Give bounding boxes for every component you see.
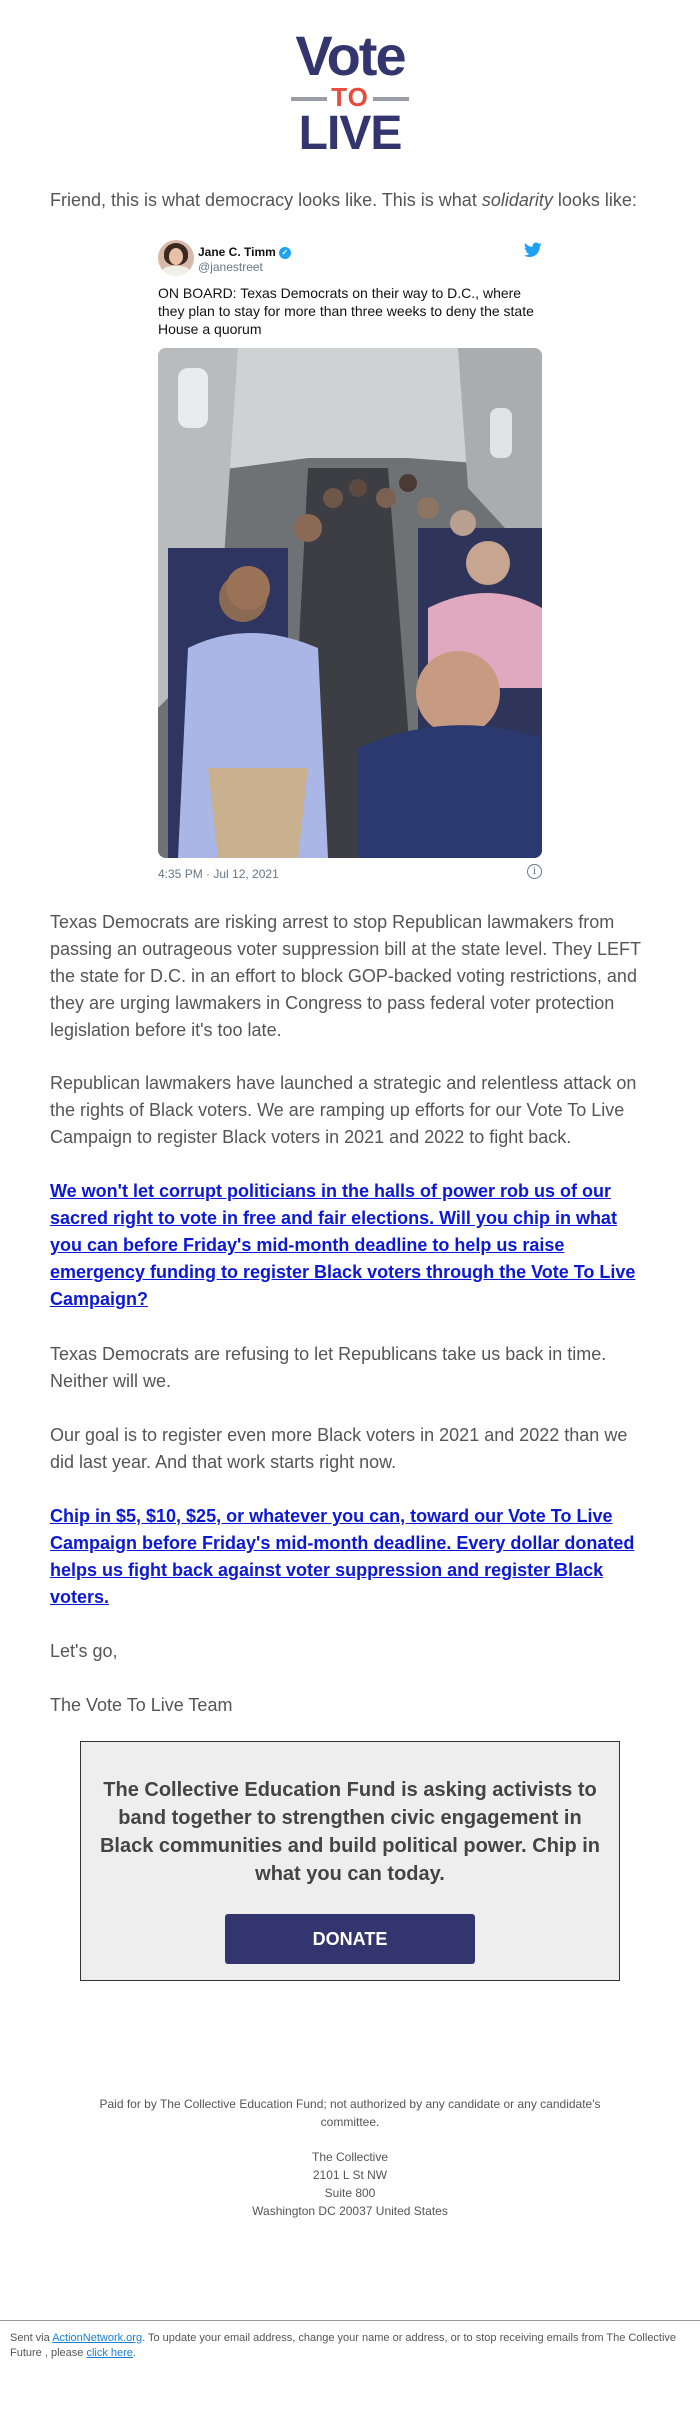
logo-vote-text: Vote (295, 24, 405, 87)
footer-address-line-1: 2101 L St NW (312, 2168, 388, 2182)
donation-link-2[interactable]: Chip in $5, $10, $25, or whatever you can, toward our Vote To Live Campaign before Friday's mid-month deadline. Every dollar donated helps us fight back against voter suppression and register Black voters. (50, 1506, 635, 1607)
footer-address-line-2: Suite 800 (324, 2186, 376, 2200)
logo-live-text: LIVE (298, 107, 402, 160)
donate-box-text: The Collective Education Fund is asking activists to band together to strengthen civic engagement in Black communities and build political power. Chip in what you can today. (99, 1779, 601, 1885)
intro-text (50, 188, 670, 212)
logo-to-text: TO (331, 82, 369, 112)
sign-off: Let's go, (50, 1641, 118, 1661)
tweet-text: ON BOARD: Texas Democrats on their way to D.C., where they plan to stay for more than three weeks to deny the state House a quorum (158, 285, 534, 337)
footer-address-line-3: Washington DC 20037 United States (252, 2204, 448, 2218)
body-paragraph-2: Republican lawmakers have launched a strategic and relentless attack on the rights of Black voters. We are ramping up efforts for our Vote To Live Campaign to register Black voters in 2021 and 2022 to fight back. (50, 1073, 637, 1147)
body-paragraph-4: Our goal is to register even more Black voters in 2021 and 2022 than we did last year. And that work starts right now. (50, 1425, 628, 1472)
body-paragraph-1: Texas Democrats are risking arrest to stop Republican lawmakers from passing an outrageous voter suppression bill at the state level. They LEFT the state for D.C. in an effort to block GOP-backed voting restrictions, and they are urging lawmakers in Congress to pass federal voter protection legislation before it's too late. (50, 912, 641, 1040)
tweet-author-handle[interactable]: @janestreet (198, 260, 263, 274)
tweet-photo-airplane-cabin[interactable] (158, 348, 542, 858)
footer-disclaimer: Paid for by The Collective Education Fund; not authorized by any candidate or any candidate's committee. (99, 2097, 601, 2129)
donation-link-1[interactable]: We won't let corrupt politicians in the halls of power rob us of our sacred right to vote in free and fair elections. Will you chip in what you can before Friday's mid-month deadline to help us raise emergency funding to register Black voters through the Vote To Live Campaign? (50, 1181, 636, 1309)
info-icon[interactable]: i (527, 864, 542, 879)
donation-appeal-2 (50, 1503, 650, 1611)
logo-to-row (283, 82, 417, 112)
verified-badge-icon: ✓ (279, 247, 291, 259)
intro-emphasis: solidarity (481, 190, 553, 210)
tweet-author-name[interactable] (198, 245, 291, 259)
body-paragraph-3: Texas Democrats are refusing to let Republicans take us back in time. Neither will we. (50, 1344, 607, 1391)
donate-button[interactable]: DONATE (225, 1914, 475, 1964)
logo-divider-right (373, 97, 409, 101)
click-here-link[interactable]: click here (86, 2347, 133, 2359)
tweet-author-name-text: Jane C. Timm (198, 245, 276, 259)
twitter-bird-icon[interactable] (524, 242, 542, 258)
footer-org-name: The Collective (311, 2150, 389, 2164)
donate-box (80, 1741, 620, 1981)
unsubscribe-note (10, 2331, 690, 2361)
signature: The Vote To Live Team (50, 1695, 233, 1715)
unsubscribe-middle: . To update your email address, change your name or address, or to stop receiving emails from The Collective Future , please (10, 2332, 677, 2359)
tweet-timestamp[interactable]: 4:35 PM · Jul 12, 2021 (158, 867, 279, 881)
vote-to-live-logo (283, 24, 417, 160)
footer-divider (0, 2320, 700, 2321)
actionnetwork-link[interactable]: ActionNetwork.org (52, 2332, 143, 2344)
logo-divider-left (291, 97, 327, 101)
unsubscribe-suffix: . (132, 2347, 136, 2359)
intro-before: Friend, this is what democracy looks like. This is what (50, 190, 482, 210)
tweet-author-avatar[interactable] (158, 240, 194, 276)
donation-appeal-1 (50, 1178, 650, 1313)
unsubscribe-prefix: Sent via (10, 2332, 53, 2344)
intro-after: looks like: (552, 190, 637, 210)
